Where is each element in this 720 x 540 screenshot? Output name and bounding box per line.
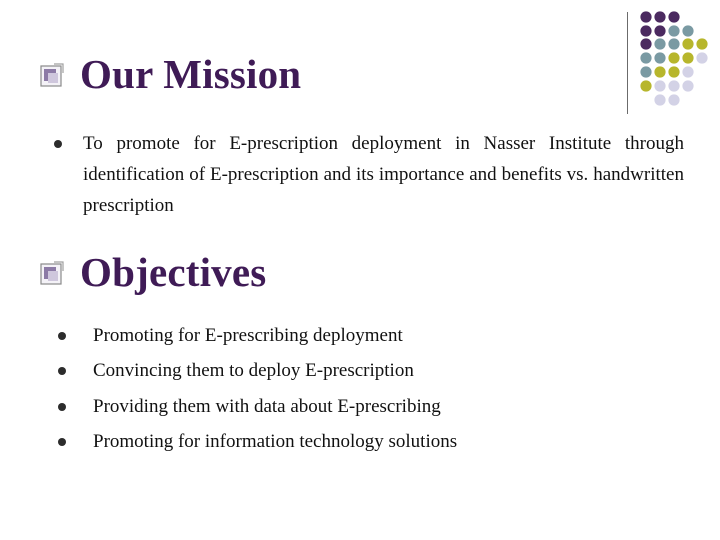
objective-text: Convincing them to deploy E-prescription [93,360,414,382]
objectives-heading [38,249,267,295]
title-checkbox-icon [38,61,66,89]
list-item [58,425,678,461]
list-item [58,389,678,425]
list-item [58,318,678,354]
bullet-dot-icon [58,438,66,446]
title-checkbox-icon [38,259,66,287]
objective-text: Promoting for information technology solutions [93,431,458,453]
list-item [58,354,678,390]
mission-title: Our Mission [80,51,302,97]
objectives-title: Objectives [80,249,267,295]
objective-text: Providing them with data about E-prescribing [93,395,441,417]
mission-heading [38,51,302,97]
divider-line [627,12,628,114]
bullet-dot-icon [58,403,66,411]
bullet-dot-icon [58,367,66,375]
objectives-list [58,318,678,460]
bullet-dot-icon [58,332,66,340]
bullet-dot-icon [54,140,62,148]
objective-text: Promoting for E-prescribing deployment [93,324,403,346]
decorative-dot-grid [640,10,720,110]
mission-list-item [54,128,684,221]
mission-text: To promote for E-prescription deployment in Nasser Institute through identification of E-prescription and its importance and benefits vs. handwritten prescription [83,133,684,216]
